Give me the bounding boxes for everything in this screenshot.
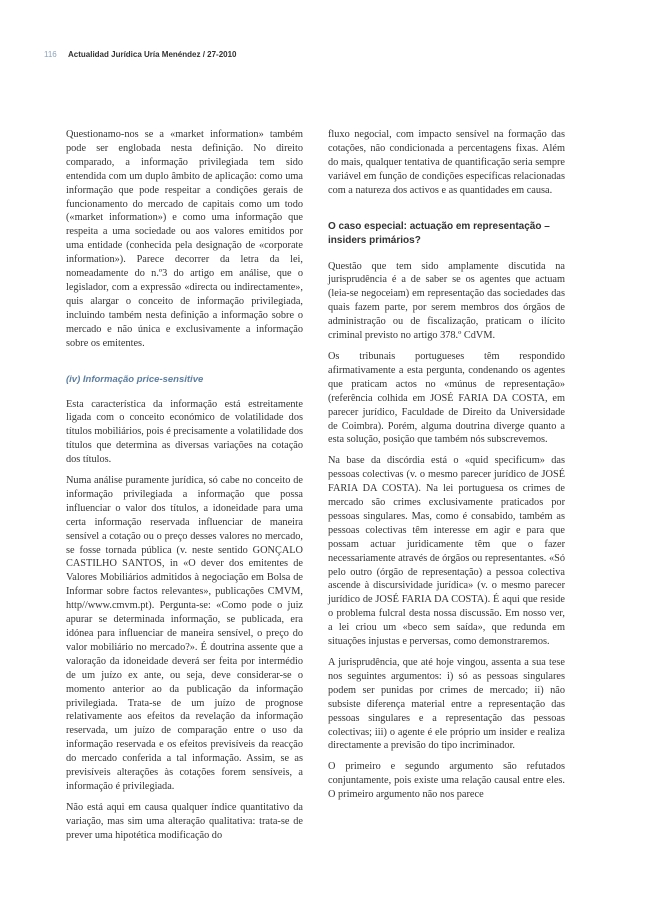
section-heading-price-sensitive: (iv) Informação price-sensitive: [66, 373, 204, 385]
left-paragraph-3: Numa análise puramente jurídica, só cabe no conceito de informação privilegiada a informação que possa influenciar o valor dos títulos, a idoneidade para uma certa informação reservada influenciar de maneira sensível a cotação ou o preço desses valores no mercado, se fosse tornada pública (v. neste sentido GONÇALO CASTILHO SANTOS, in «O dever dos emitentes de Valores Mobiliários admitidos à negociação em Bolsa de Informar sobre factos relevantes», publicações CMVM, http//www.cmvm.pt). Pergunta-se: «Como pode o juiz apurar se determinada informação, se publicada, era idónea para influenciar de maneira sensível, o preço do valor mobiliário no mercado?». É doutrina assente que a valoração da idoneidade deverá ser feita por intermédio de um juízo ex ante, ou seja, deve considerar-se o momento anterior ao da publicação da informação privilegiada. Trata-se de um juízo de prognose relativamente aos efeitos da revelação da informação reservada, um juízo de comparação entre o uso da informação reservada e os efeitos previsíveis da reacção do mercado conferida a tal informação. Assim, se as previsíveis alterações às cotações forem sensíveis, a informação é privilegiada.: [66, 475, 303, 792]
right-paragraph-6: O primeiro e segundo argumento são refutados conjuntamente, pois existe uma relação causal entre eles. O primeiro argumento não nos parece: [328, 761, 565, 801]
page-number: 116: [44, 50, 57, 59]
right-paragraph-2: Questão que tem sido amplamente discutida na jurisprudência é a de saber se os agentes que actuam (leia-se negoceiam) em representação das sociedades das quais fazem parte, por serem membros dos órgãos de administração ou de fiscalização, praticam o ilícito criminal previsto no artigo 378.º CdVM.: [328, 260, 565, 342]
right-paragraph-4: Na base da discórdia está o «quid specificum» das pessoas colectivas (v. o mesmo parecer jurídico de JOSÉ FARIA DA COSTA). Na lei portuguesa os crimes de mercado são crimes exclusivamente praticados por pessoas singulares. Mas, como é consabido, também as pessoas colectivas têm interesse em agir e para que possam actuar juridicamente têm que o fazer necessariamente através de órgãos ou representantes. «Só pelo outro (órgão de representação) a pessoa colectiva ascende à discursividade jurídica» (v. o mesmo parecer jurídico de JOSÉ FARIA DA COSTA). É aqui que reside o problema fulcral desta nossa discussão. Em nosso ver, a lei criou um «beco sem saída», que redunda em situações injustas e perversas, como demonstraremos.: [328, 455, 565, 648]
right-paragraph-5: A jurisprudência, que até hoje vingou, assenta a sua tese nos seguintes argumentos: i) só as pessoas singulares podem ser punidas por crimes de mercado; ii) não subsiste diferença material entre a representação das pessoas singulares e a representação das pessoas colectivas; iii) o agente é ele próprio um insider e realiza directamente a previsão do tipo incriminador.: [328, 657, 565, 752]
right-paragraph-1: fluxo negocial, com impacto sensível na formação das cotações, não condicionada a percentagens fixas. Além do mais, qualquer tentativa de quantificação seria sempre variável em função de condições específicas relacionadas com a natureza dos activos e as quantidades em causa.: [328, 129, 565, 196]
publication-title: Actualidad Jurídica Uría Menéndez / 27-2010: [68, 50, 237, 59]
left-paragraph-1: Questionamo-nos se a «market information» também pode ser englobada nesta definição. No direito comparado, a informação privilegiada tem sido entendida com um duplo âmbito de aplicação: como uma informação que pode respeitar a condições gerais de funcionamento do mercado de capitais como um todo («market information») e como uma informação que respeita a uma sociedade ou aos valores emitidos por uma entidade (conhecida pela designação de «corporate information»). Parece decorrer da letra da lei, nomeadamente do n.º3 do artigo em análise, que o legislador, com a expressão «directa ou indirectamente», quis alargar o conceito de informação privilegiada, incluindo também nesta definição a informação sobre o mercado e não única e exclusivamente a informação sobre os emitentes.: [66, 129, 303, 349]
running-header: [44, 46, 610, 62]
right-paragraph-3: Os tribunais portugueses têm respondido afirmativamente a esta pergunta, condenando os agentes que praticam actos no «múnus de representação» (referência colhida em JOSÉ FARIA DA COSTA, em parecer jurídico, Faculdade de Direito da Universidade de Coimbra). Porém, alguma doutrina diverge quanto a esta solução, posição que também nós subscrevemos.: [328, 350, 565, 446]
section-heading-special-case: O caso especial: actuação em representação – insiders primários?: [328, 220, 550, 246]
right-column: [328, 128, 565, 809]
left-column: [66, 128, 303, 850]
left-paragraph-4: Não está aqui em causa qualquer índice quantitativo da variação, mas sim uma alteração qualitativa: trata-se de prever uma hipotética modificação do: [66, 801, 303, 841]
left-paragraph-2: Esta característica da informação está estreitamente ligada com o conceito económico de volatilidade dos títulos mobiliários, pois é precisamente a volatilidade dos títulos que determina as diversas variações na cotação dos títulos.: [66, 398, 303, 466]
